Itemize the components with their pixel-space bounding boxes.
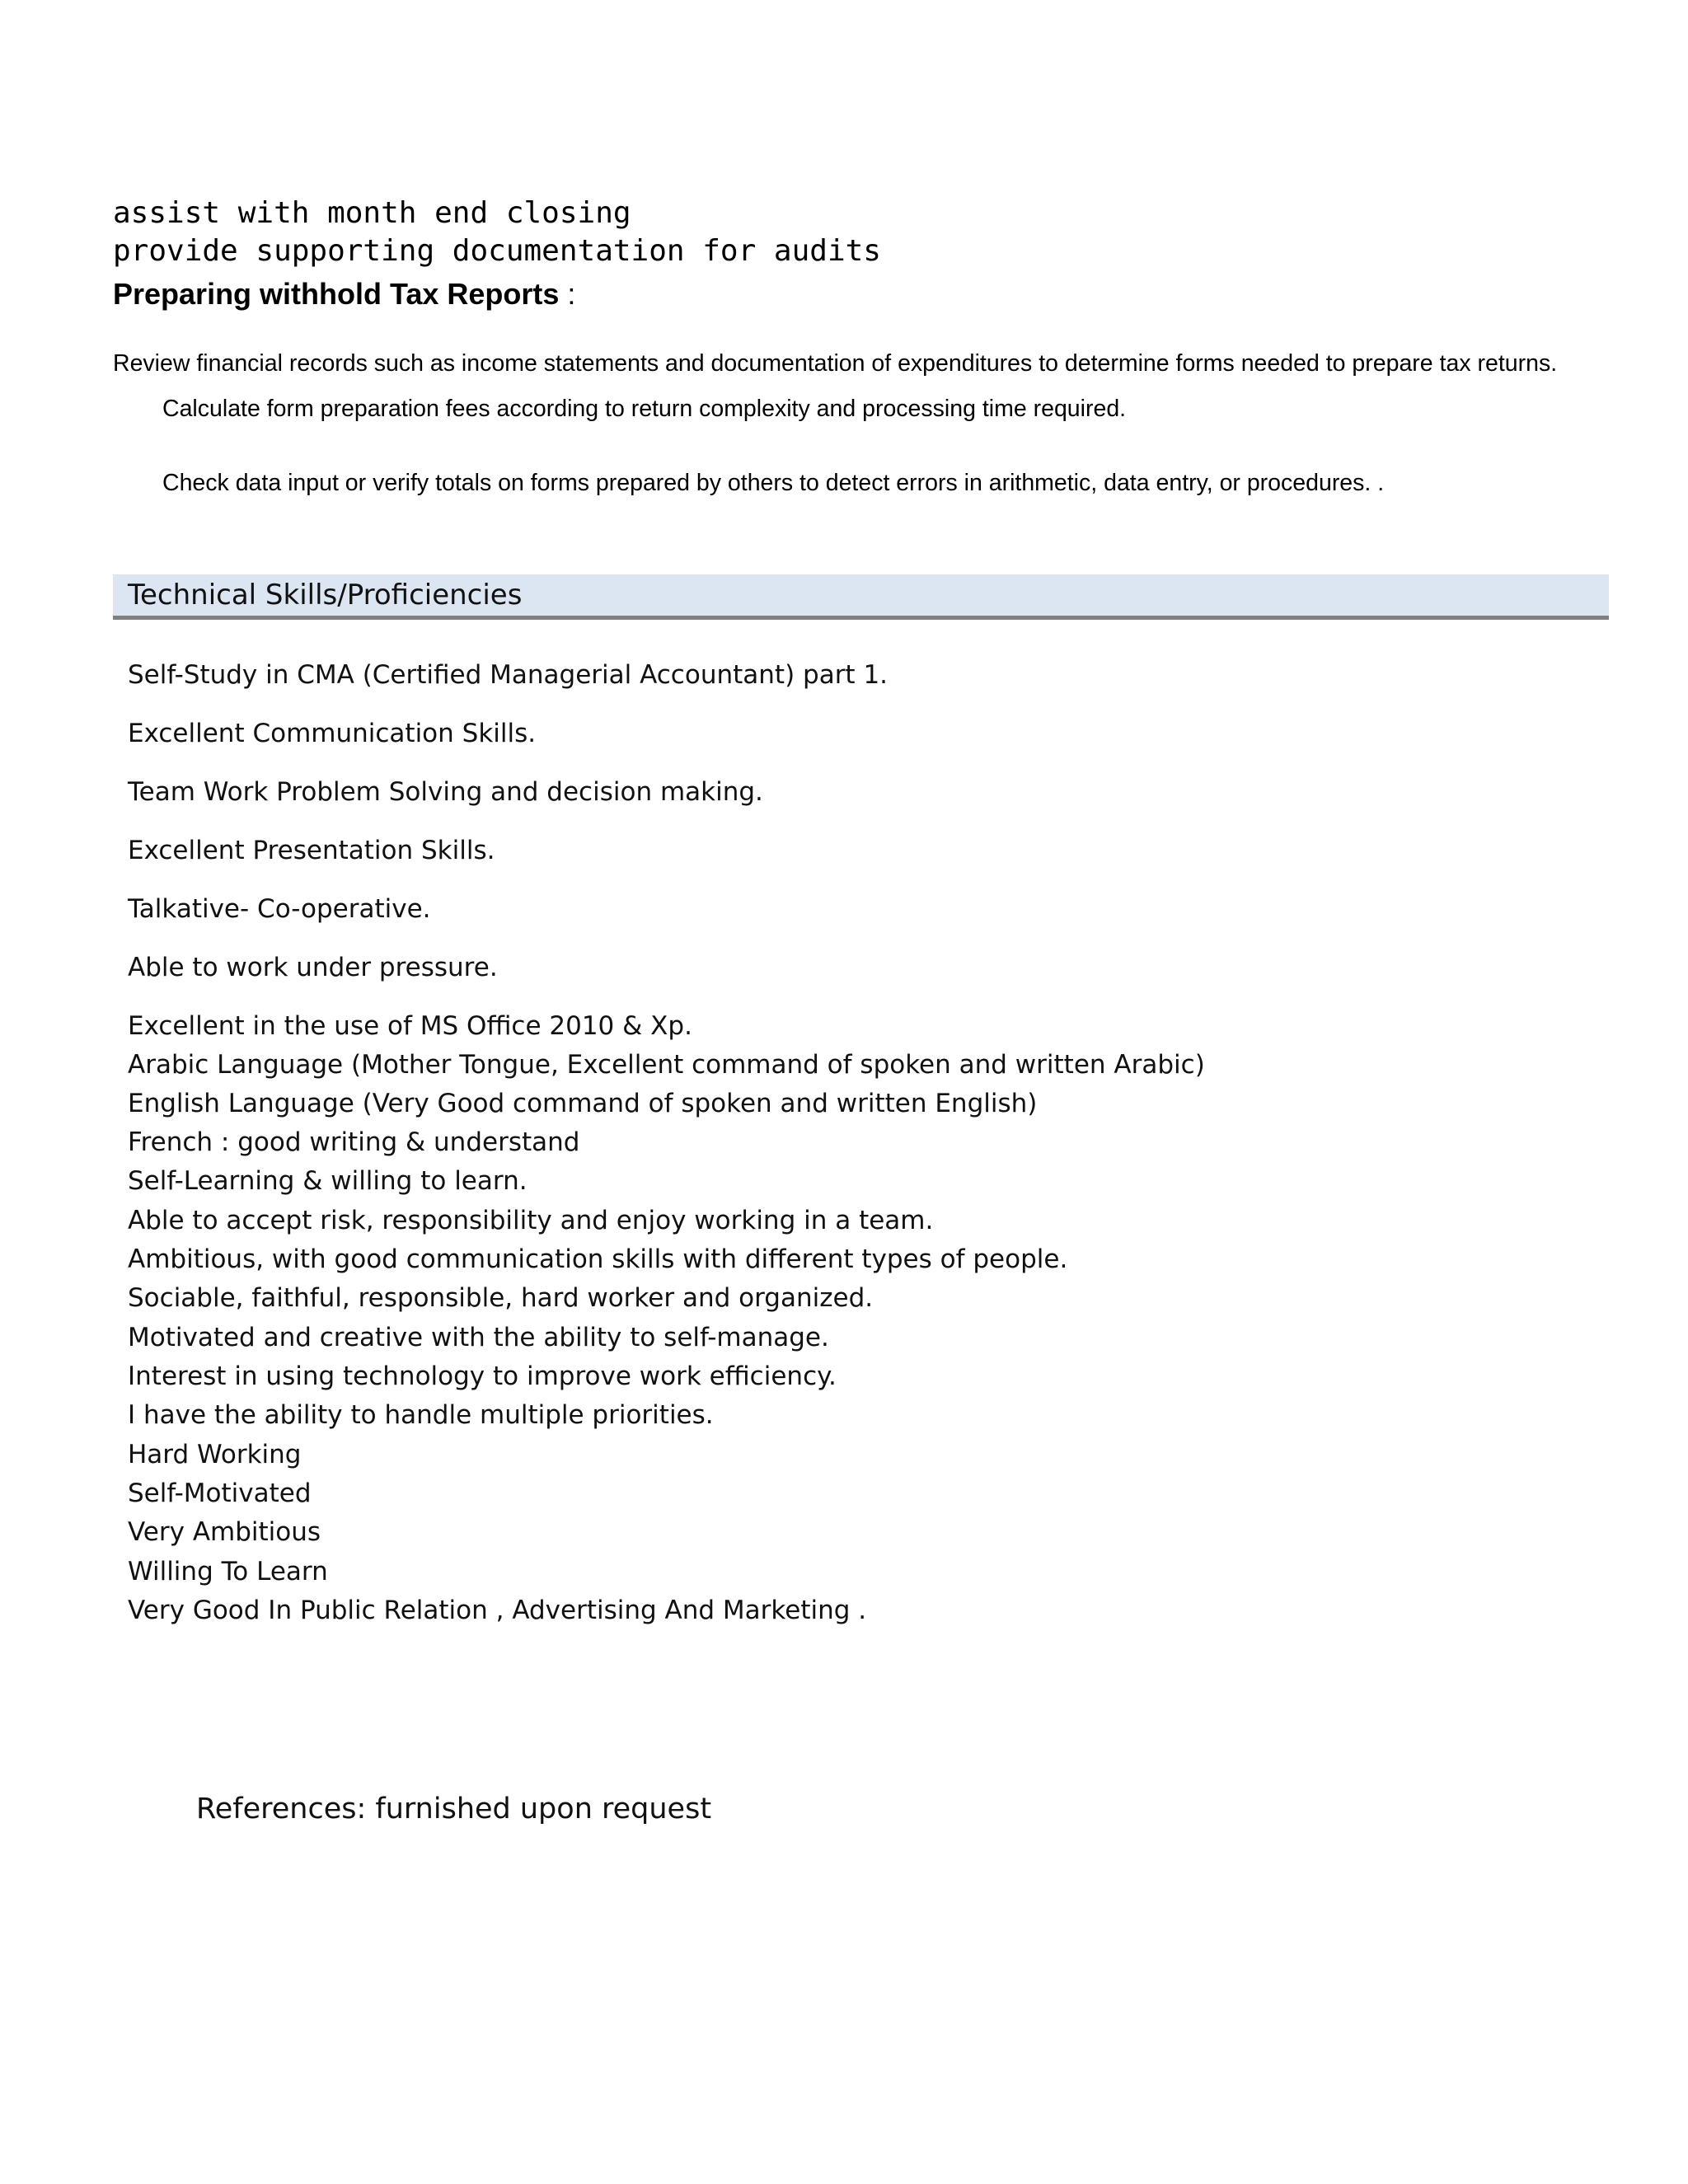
skill-item: Very Ambitious bbox=[128, 1517, 321, 1547]
tax-reports-heading-text: Preparing withhold Tax Reports bbox=[113, 277, 560, 311]
skill-item: Talkative- Co-operative. bbox=[128, 894, 431, 924]
skill-item: Ambitious, with good communication skills with different types of people. bbox=[128, 1244, 1068, 1274]
skill-item: Able to accept risk, responsibility and enjoy working in a team. bbox=[128, 1206, 934, 1235]
skill-item: Sociable, faithful, responsible, hard worker and organized. bbox=[128, 1283, 874, 1313]
skill-item: Excellent Communication Skills. bbox=[128, 719, 537, 748]
section-title: Technical Skills/Proficiencies bbox=[128, 579, 523, 612]
duty-line: provide supporting documentation for audits bbox=[113, 234, 881, 268]
skill-item: I have the ability to handle multiple priorities. bbox=[128, 1400, 714, 1430]
references-line: References: furnished upon request bbox=[196, 1793, 712, 1825]
tax-task-line: Review financial records such as income statements and documentation of expenditures to determine forms needed to prepare tax returns. bbox=[113, 350, 1558, 377]
skill-item: Arabic Language (Mother Tongue, Excellent command of spoken and written Arabic) bbox=[128, 1050, 1205, 1080]
skill-item: Willing To Learn bbox=[128, 1557, 328, 1586]
skill-item: French : good writing & understand bbox=[128, 1127, 580, 1157]
skill-item: Self-Learning & willing to learn. bbox=[128, 1166, 528, 1196]
skill-item: Motivated and creative with the ability to self-manage. bbox=[128, 1323, 829, 1352]
skill-item: Able to work under pressure. bbox=[128, 953, 498, 982]
tax-task-line: Calculate form preparation fees according to return complexity and processing time required. bbox=[162, 396, 1127, 422]
tax-reports-heading-colon: : bbox=[559, 277, 576, 311]
skill-item: Team Work Problem Solving and decision making. bbox=[128, 777, 763, 807]
skill-item: Very Good In Public Relation , Advertising And Marketing . bbox=[128, 1596, 867, 1625]
skill-item: Self-Motivated bbox=[128, 1479, 312, 1508]
tax-task-line: Check data input or verify totals on forms prepared by others to detect errors in arithmetic, data entry, or procedures. . bbox=[162, 470, 1385, 496]
skill-item: Self-Study in CMA (Certified Managerial Accountant) part 1. bbox=[128, 660, 889, 690]
duty-line: assist with month end closing bbox=[113, 196, 631, 230]
skill-item: Interest in using technology to improve work efficiency. bbox=[128, 1361, 837, 1391]
skill-item: Excellent Presentation Skills. bbox=[128, 836, 495, 865]
skill-item: Hard Working bbox=[128, 1440, 302, 1469]
tax-reports-heading bbox=[113, 275, 575, 313]
skill-item: English Language (Very Good command of spoken and written English) bbox=[128, 1089, 1038, 1118]
skill-item: Excellent in the use of MS Office 2010 & Xp. bbox=[128, 1011, 692, 1041]
section-header-bar bbox=[113, 574, 1609, 620]
